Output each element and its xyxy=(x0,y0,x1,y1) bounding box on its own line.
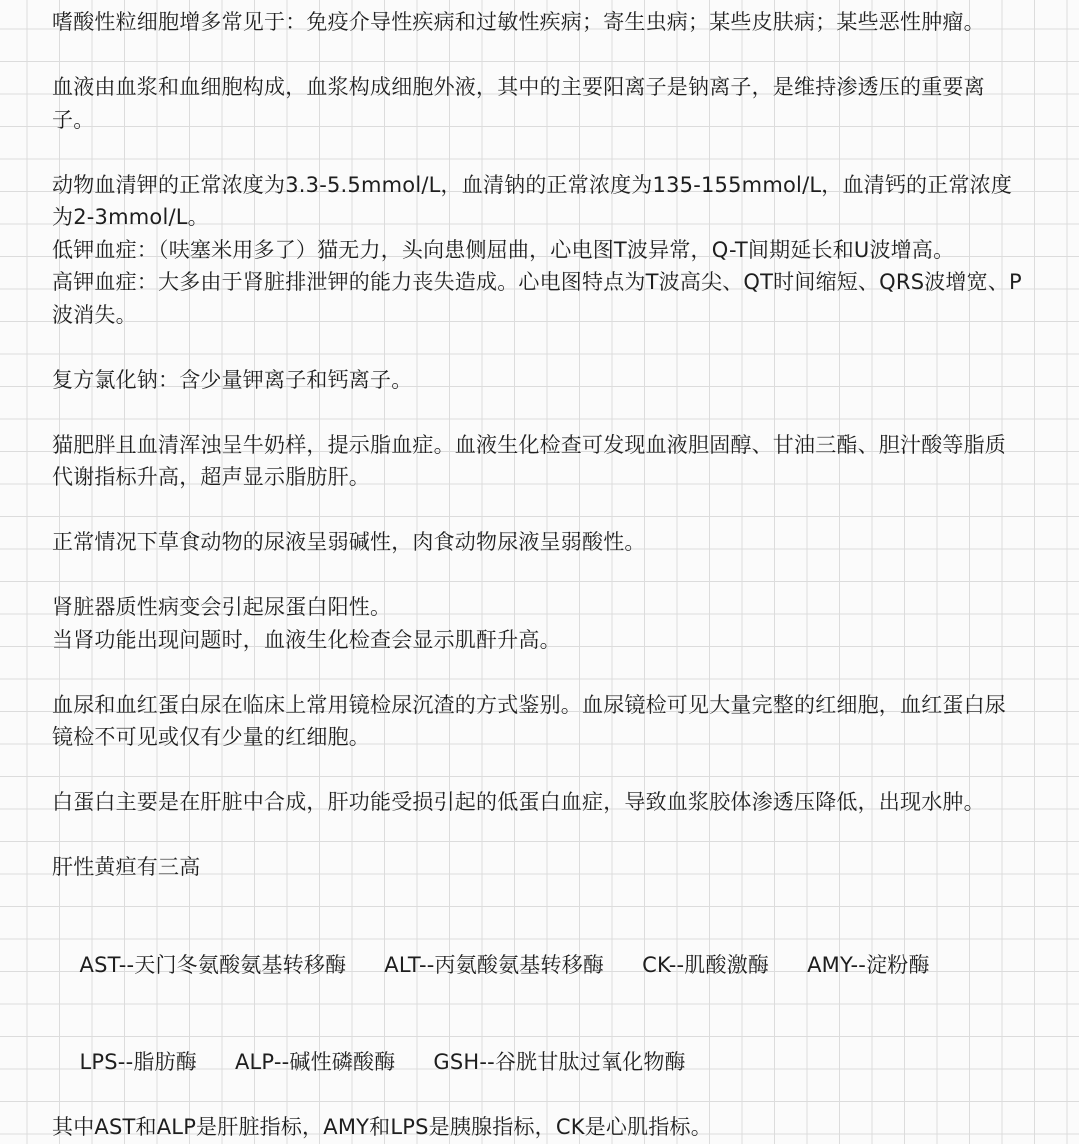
note-paragraph-hyperkalemia: 高钾血症：大多由于肾脏排泄钾的能力丧失造成。心电图特点为T波高尖、QT时间缩短、QRS波增宽、P波消失。 xyxy=(52,270,1022,327)
note-paragraph-hypokalemia: 低钾血症：（呋塞米用多了）猫无力，头向患侧屈曲，心电图T波异常，Q-T间期延长和U波增高。 xyxy=(52,237,955,262)
blank-line xyxy=(52,656,1027,689)
blank-line xyxy=(52,396,1027,429)
note-paragraph-hematuria: 血尿和血红蛋白尿在临床上常用镜检尿沉渣的方式鉴别。血尿镜检可见大量完整的红细胞，血红蛋白尿镜检不可见或仅有少量的红细胞。 xyxy=(52,692,1006,749)
enzyme-alp: ALP--碱性磷酸酶 xyxy=(234,1050,396,1074)
blank-line xyxy=(52,819,1027,852)
note-paragraph-proteinuria: 肾脏器质性病变会引起尿蛋白阳性。 xyxy=(52,595,392,619)
enzyme-row-2 xyxy=(52,1014,1027,1112)
enzyme-ast: AST--天门冬氨酸氨基转移酶 xyxy=(79,952,347,977)
blank-line xyxy=(52,754,1027,787)
note-paragraph-eosinophil: 嗜酸性粒细胞增多常见于：免疫介导性疾病和过敏性疾病；寄生虫病；某些皮肤病；某些恶性肿瘤。 xyxy=(52,10,985,34)
blank-line xyxy=(52,136,1027,169)
blank-line xyxy=(52,331,1027,364)
note-paragraph-blood-composition: 血液由血浆和血细胞构成，血浆构成细胞外液，其中的主要阳离子是钠离子，是维持渗透压的重要离子。 xyxy=(52,75,985,132)
enzyme-amy: AMY--淀粉酶 xyxy=(807,952,930,977)
note-paragraph-serum-levels: 动物血清钾的正常浓度为3.3-5.5mmol/L，血清钠的正常浓度为135-155mmol/L，血清钙的正常浓度为2-3mmol/L。 xyxy=(52,172,1013,229)
note-content xyxy=(52,6,1027,1144)
blank-line xyxy=(52,559,1027,592)
note-paragraph-jaundice: 肝性黄疸有三高 xyxy=(52,855,201,879)
enzyme-lps: LPS--脂肪酶 xyxy=(79,1050,197,1074)
note-paragraph-urine-ph: 正常情况下草食动物的尿液呈弱碱性，肉食动物尿液呈弱酸性。 xyxy=(52,530,646,554)
blank-line xyxy=(52,494,1027,527)
enzyme-alt: ALT--丙氨酸氨基转移酶 xyxy=(384,952,605,977)
enzyme-row-1 xyxy=(52,916,1027,1014)
blank-line xyxy=(52,884,1027,917)
note-paragraph-cat-lipemia: 猫肥胖且血清浑浊呈牛奶样，提示脂血症。血液生化检查可发现血液胆固醇、甘油三酯、胆汁酸等脂质代谢指标升高，超声显示脂肪肝。 xyxy=(52,432,1006,489)
enzyme-ck: CK--肌酸激酶 xyxy=(642,952,770,977)
note-paragraph-indicators: 其中AST和ALP是肝脏指标，AMY和LPS是胰腺指标，CK是心肌指标。 xyxy=(52,1115,712,1139)
blank-line xyxy=(52,39,1027,72)
enzyme-gsh: GSH--谷胱甘肽过氧化物酶 xyxy=(433,1050,686,1074)
note-paragraph-creatinine: 当肾功能出现问题时，血液生化检查会显示肌酐升高。 xyxy=(52,627,561,652)
note-paragraph-compound-nacl: 复方氯化钠：含少量钾离子和钙离子。 xyxy=(52,367,413,392)
note-paragraph-albumin: 白蛋白主要是在肝脏中合成，肝功能受损引起的低蛋白血症，导致血浆胶体渗透压降低，出现水肿。 xyxy=(52,790,985,814)
